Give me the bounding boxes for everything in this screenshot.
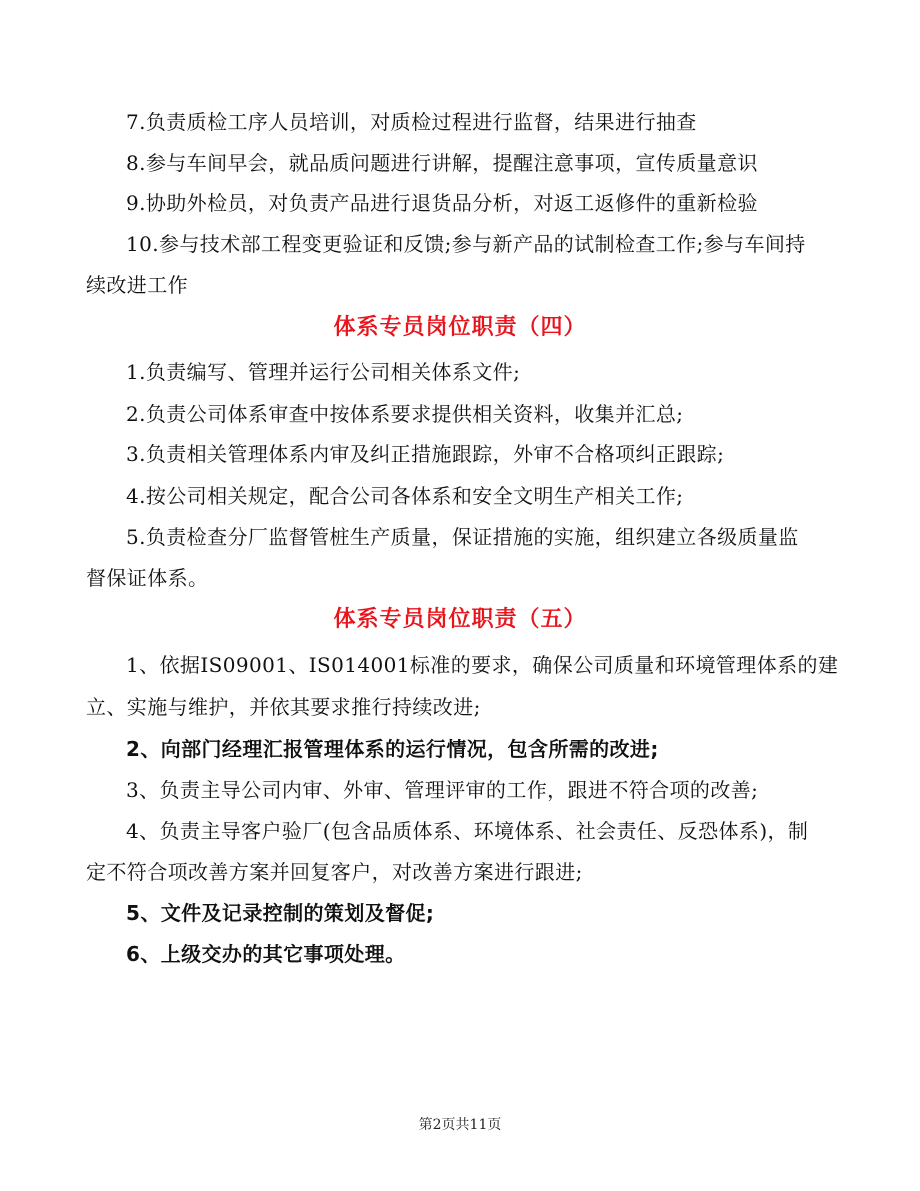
list-item-continuation: 续改进工作 [86,273,188,297]
list-item: 1.负责编写、管理并运行公司相关体系文件; [126,360,521,384]
list-item: 6、上级交办的其它事项处理。 [126,942,406,966]
list-item-continuation: 督保证体系。 [86,566,209,590]
section-heading: 体系专员岗位职责（五） [333,607,587,632]
list-item: 5.负责检查分厂监督管桩生产质量，保证措施的实施，组织建立各级质量监 [126,525,799,549]
list-item: 3.负责相关管理体系内审及纠正措施跟踪，外审不合格项纠正跟踪; [126,442,725,466]
list-item: 8.参与车间早会，就品质问题进行讲解，提醒注意事项，宣传质量意识 [126,151,758,175]
section-heading: 体系专员岗位职责（四） [333,315,587,340]
page-number: 第2页共11页 [418,1117,502,1133]
list-item: 2.负责公司体系审查中按体系要求提供相关资料，收集并汇总; [126,402,684,426]
list-item: 10.参与技术部工程变更验证和反馈;参与新产品的试制检查工作;参与车间持 [126,232,806,256]
list-item: 7.负责质检工序人员培训，对质检过程进行监督，结果进行抽查 [126,110,697,134]
list-item: 5、文件及记录控制的策划及督促; [126,901,435,925]
list-item: 3、负责主导公司内审、外审、管理评审的工作，跟进不符合项的改善; [126,778,759,802]
list-item: 4、负责主导客户验厂(包含品质体系、环境体系、社会责任、反恐体系)，制 [126,819,809,843]
list-item-continuation: 定不符合项改善方案并回复客户，对改善方案进行跟进; [86,860,583,884]
list-item: 4.按公司相关规定，配合公司各体系和安全文明生产相关工作; [126,484,684,508]
list-item: 1、依据IS09001、IS014001标准的要求，确保公司质量和环境管理体系的建 [126,653,839,677]
list-item: 9.协助外检员，对负责产品进行退货品分析，对返工返修件的重新检验 [126,191,758,215]
list-item: 2、向部门经理汇报管理体系的运行情况，包含所需的改进; [126,737,659,761]
list-item-continuation: 立、实施与维护，并依其要求推行持续改进; [86,695,481,719]
